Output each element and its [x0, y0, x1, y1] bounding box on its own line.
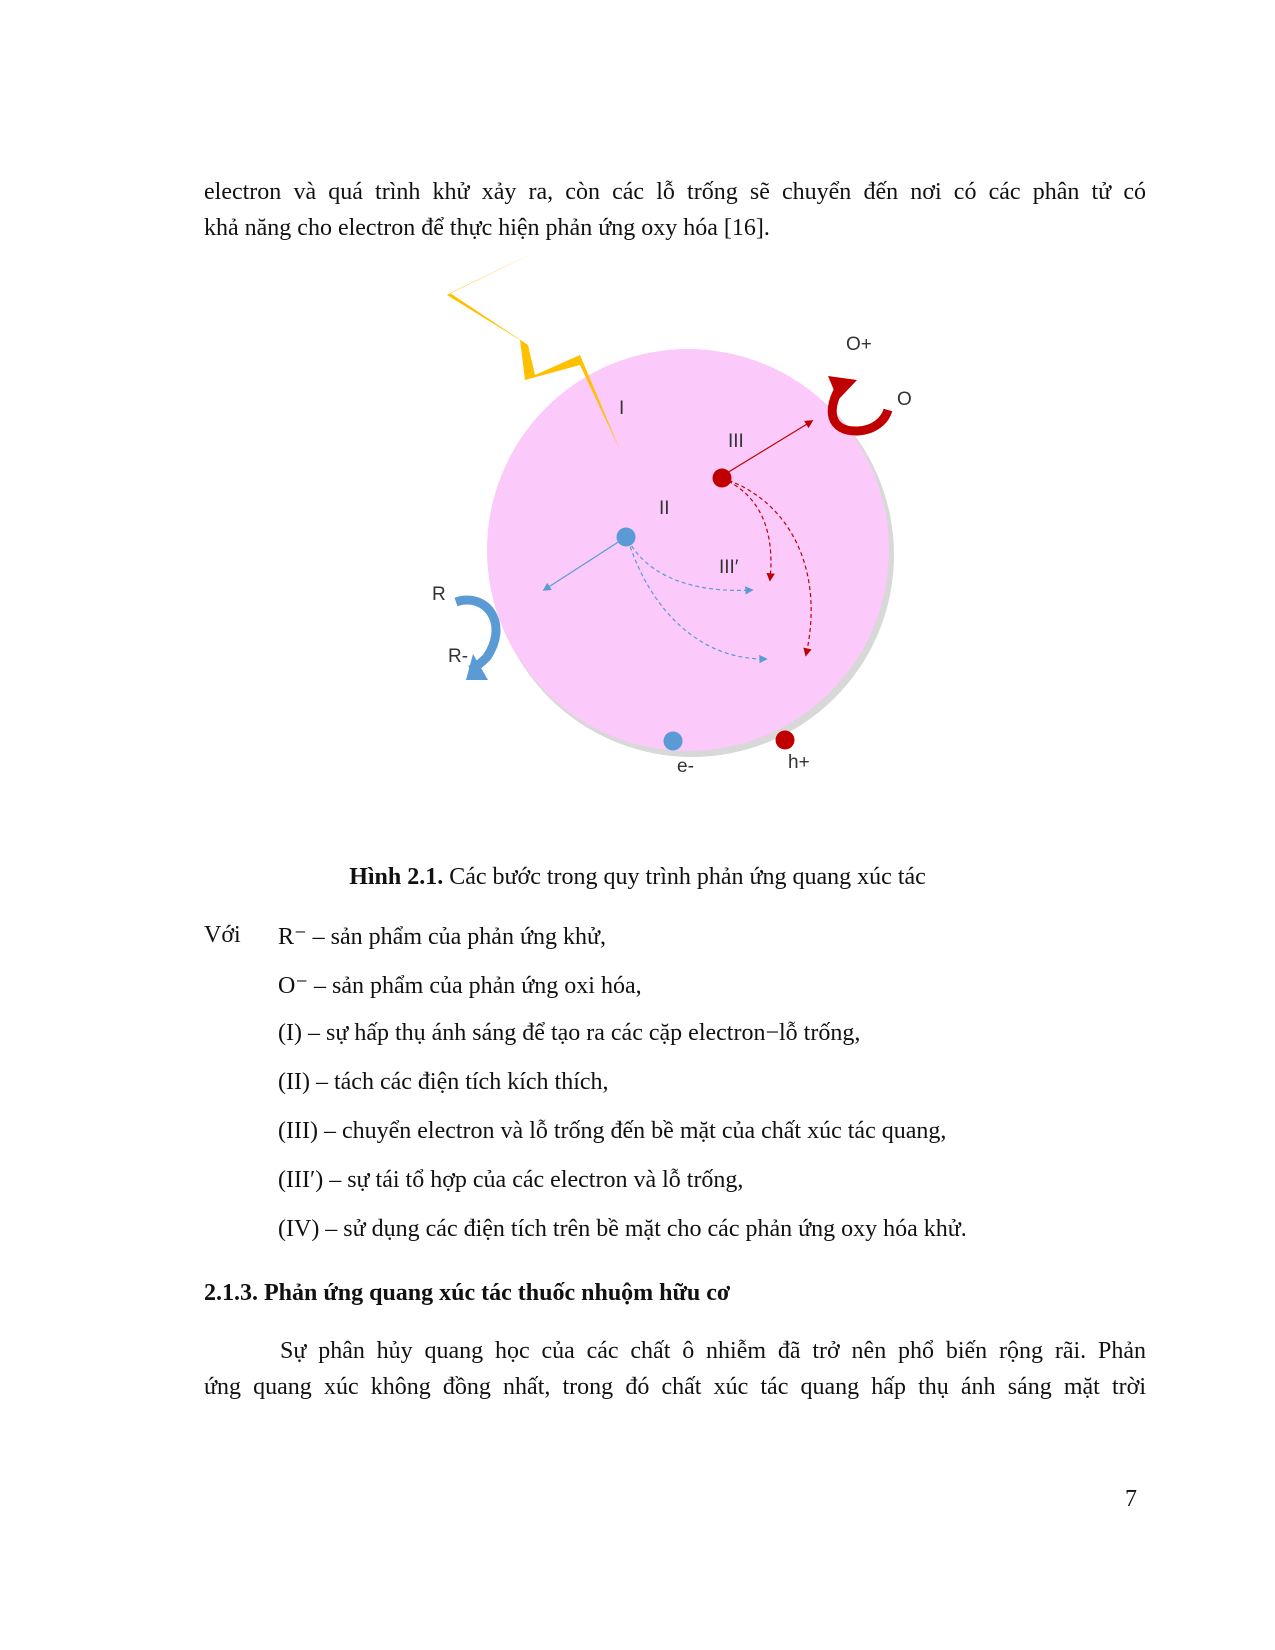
legend-item: (II) – tách các điện tích kích thích, — [278, 1069, 609, 1095]
label-hole: h+ — [788, 752, 810, 773]
intro-line: electron và quá trình khử xảy ra, còn các lỗ trống sẽ chuyển đến nơi có các phân tử có — [204, 179, 1146, 205]
label-stage-iii-prime: III′ — [719, 557, 739, 578]
legend-item: (III′) – sự tái tổ hợp của các electron và lỗ trống, — [278, 1167, 744, 1193]
label-oxidant: O — [897, 389, 912, 410]
label-reductant: R — [432, 584, 446, 605]
body-paragraph — [204, 1333, 1146, 1405]
legend-intro: Với — [204, 922, 241, 948]
legend-item: (I) – sự hấp thụ ánh sáng để tạo ra các cặp electron−lỗ trống, — [278, 1020, 861, 1046]
page-number: 7 — [1125, 1486, 1137, 1512]
label-stage-i: I — [619, 398, 625, 419]
body-line: ứng quang xúc không đồng nhất, trong đó chất xúc tác quang hấp thụ ánh sáng mặt trời — [204, 1374, 1146, 1400]
legend-item: (IV) – sử dụng các điện tích trên bề mặt cho các phản ứng oxy hóa khử. — [278, 1216, 967, 1242]
figure-caption — [0, 864, 1275, 891]
caption-number: Hình 2.1. — [349, 864, 444, 890]
electron-icon — [617, 528, 636, 547]
caption-text: Các bước trong quy trình phản ứng quang xúc tác — [443, 864, 926, 890]
intro-paragraph — [204, 174, 1146, 246]
label-reduced: R- — [448, 646, 469, 667]
body-line: Sự phân hủy quang học của các chất ô nhiễm đã trở nên phổ biến rộng rãi. Phản — [280, 1338, 1146, 1364]
legend-item: (III) – chuyển electron và lỗ trống đến bề mặt của chất xúc tác quang, — [278, 1118, 947, 1144]
intro-line: khả năng cho electron để thực hiện phản ứng oxy hóa [16]. — [204, 215, 770, 241]
label-stage-ii: II — [659, 498, 670, 519]
legend-electron-icon — [664, 732, 683, 751]
photocatalysis-figure — [0, 250, 1275, 830]
hole-icon — [713, 469, 732, 488]
section-heading: 2.1.3. Phản ứng quang xúc tác thuốc nhuộm hữu cơ — [204, 1280, 731, 1306]
legend-hole-icon — [776, 731, 795, 750]
legend-item: O⁻ – sản phẩm của phản ứng oxi hóa, — [278, 973, 642, 999]
label-stage-iii: III — [728, 431, 744, 452]
label-electron: e- — [677, 756, 694, 777]
legend-item: R⁻ – sản phẩm của phản ứng khử, — [278, 924, 606, 950]
label-oxidized: O+ — [846, 334, 872, 355]
